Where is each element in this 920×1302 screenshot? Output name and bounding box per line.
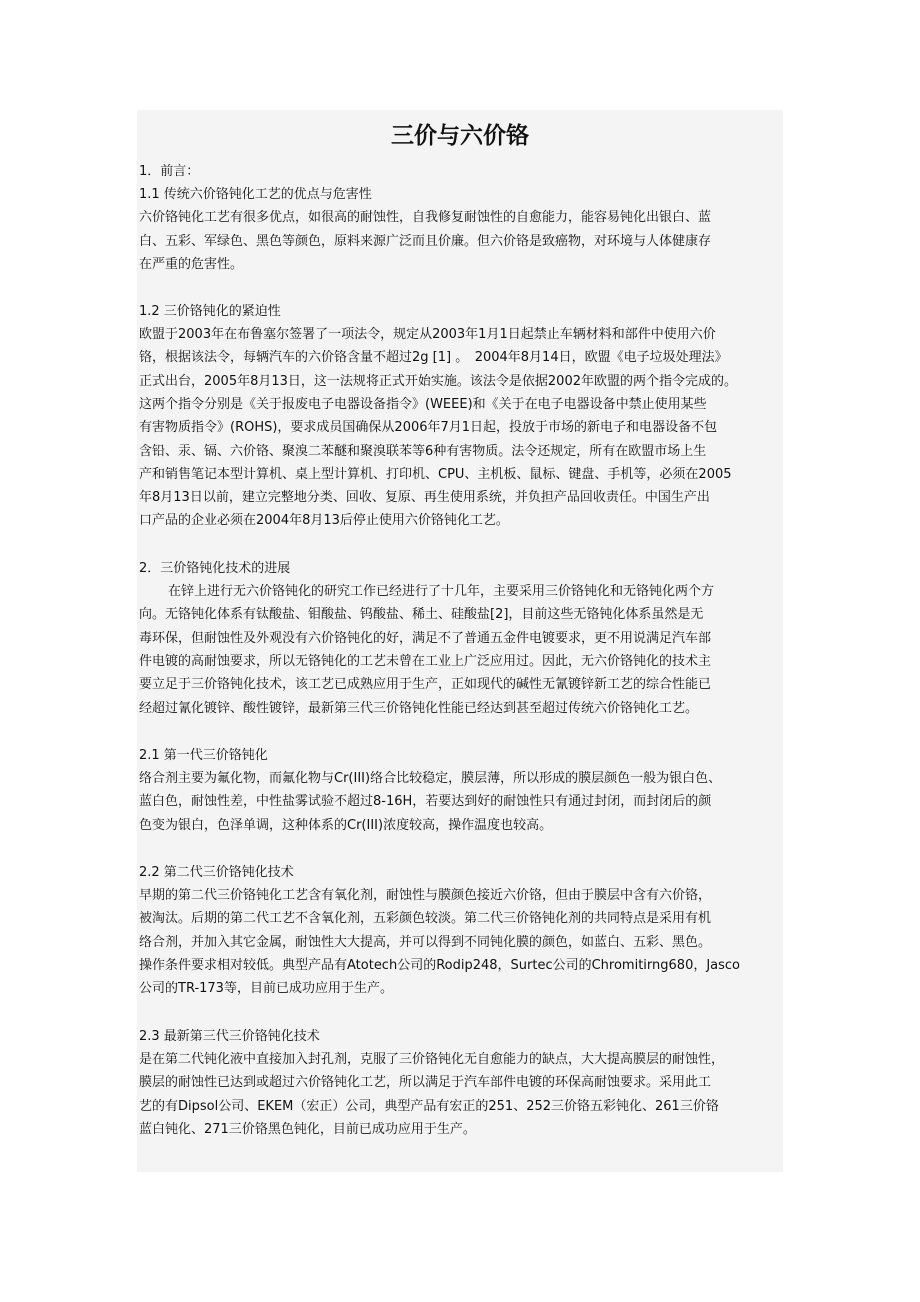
paragraph-line: 被淘汰。后期的第二代工艺不含氧化剂，五彩颜色较淡。第二代三价铬钝化剂的共同特点是采用有机 — [139, 911, 712, 926]
paragraph-line: 在严重的危害性。 — [139, 257, 244, 272]
paragraph-line: 膜层的耐蚀性已达到或超过六价铬钝化工艺，所以满足于汽车部件电镀的环保高耐蚀要求。采用此工 — [139, 1075, 712, 1090]
paragraph-line: 色变为银白，色泽单调，这种体系的Cr(III)浓度较高，操作温度也较高。 — [139, 818, 553, 833]
paragraph-line: 产和销售笔记本型计算机、桌上型计算机、打印机、CPU、主机板、鼠标、键盘、手机等，必须在2005 — [139, 467, 732, 482]
paragraph-line: 欧盟于2003年在布鲁塞尔签署了一项法令，规定从2003年1月1日起禁止车辆材料和部件中使用六价 — [139, 327, 716, 342]
paragraph-line: 有害物质指令》(ROHS)，要求成员国确保从2006年7月1日起，投放于市场的新电子和电器设备不包 — [139, 420, 718, 435]
paragraph-line: 毒环保，但耐蚀性及外观没有六价铬钝化的好，满足不了普通五金件电镀要求，更不用说满足汽车部 — [139, 631, 712, 646]
paragraph-line: 口产品的企业必须在2004年8月13后停止使用六价铬钝化工艺。 — [139, 513, 509, 528]
paragraph-line: 向。无铬钝化体系有钛酸盐、钼酸盐、钨酸盐、稀土、硅酸盐[2]，目前这些无铬钝化体系虽然是无 — [139, 607, 704, 622]
paragraph-line: 正式出台，2005年8月13日，这一法规将正式开始实施。该法令是依据2002年欧盟的两个指令完成的。 — [139, 374, 737, 389]
paragraph-line: 是在第二代钝化液中直接加入封孔剂，克服了三价铬钝化无自愈能力的缺点，大大提高膜层的耐蚀性， — [139, 1052, 725, 1067]
paragraph-line: 年8月13日以前，建立完整地分类、回收、复原、再生使用系统，并负担产品回收责任。中国生产出 — [139, 490, 710, 505]
paragraph-line: 含铅、汞、镉、六价铬、聚溴二苯醚和聚溴联苯等6种有害物质。法令还规定，所有在欧盟市场上生 — [139, 444, 707, 459]
paragraph-line: 要立足于三价铬钝化技术，该工艺已成熟应用于生产，正如现代的碱性无氰镀锌新工艺的综合性能已 — [139, 677, 712, 692]
section-heading-2: 2．三价铬钝化技术的进展 — [139, 561, 291, 576]
subsection-heading-2-1: 2.1 第一代三价铬钝化 — [139, 748, 268, 763]
paragraph-line: 铬，根据该法令，每辆汽车的六价铬含量不超过2g [1] 。 2004年8月14日，欧盟《电子垃圾处理法》 — [139, 350, 728, 365]
subsection-heading-1-2: 1.2 三价铬钝化的紧迫性 — [139, 304, 281, 319]
subsection-heading-2-3: 2.3 最新第三代三价铬钝化技术 — [139, 1029, 320, 1044]
paragraph-line: 蓝白色，耐蚀性差，中性盐雾试验不超过8-16H，若要达到好的耐蚀性只有通过封闭，而封闭后的颜 — [139, 794, 712, 809]
subsection-heading-2-2: 2.2 第二代三价铬钝化技术 — [139, 865, 294, 880]
paragraph-line: 在锌上进行无六价铬钝化的研究工作已经进行了十几年，主要采用三价铬钝化和无铬钝化两个方 — [168, 584, 715, 599]
paragraph-line: 经超过氰化镀锌、酸性镀锌，最新第三代三价铬钝化性能已经达到甚至超过传统六价铬钝化工艺。 — [139, 701, 699, 716]
paragraph-line: 件电镀的高耐蚀要求，所以无铬钝化的工艺未曾在工业上广泛应用过。因此，无六价铬钝化的技术主 — [139, 654, 712, 669]
paragraph-line: 络合剂，并加入其它金属，耐蚀性大大提高，并可以得到不同钝化膜的颜色，如蓝白、五彩、黑色。 — [139, 935, 712, 950]
paragraph-line: 络合剂主要为氟化物，而氟化物与Cr(III)络合比较稳定，膜层薄，所以形成的膜层颜色一般为银白色、 — [139, 771, 722, 786]
paragraph-line: 白、五彩、军绿色、黑色等颜色，原料来源广泛而且价廉。但六价铬是致癌物，对环境与人体健康存 — [139, 234, 712, 249]
document-title: 三价与六价铬 — [391, 122, 529, 149]
paragraph-line: 这两个指令分别是《关于报废电子电器设备指令》(WEEE)和《关于在电子电器设备中禁止使用某些 — [139, 397, 707, 412]
paragraph-line: 艺的有Dipsol公司、EKEM（宏正）公司，典型产品有宏正的251、252三价铬五彩钝化、261三价铬 — [139, 1099, 719, 1114]
paragraph-line: 早期的第二代三价铬钝化工艺含有氧化剂，耐蚀性与膜颜色接近六价铬，但由于膜层中含有六价铬， — [139, 888, 712, 903]
paragraph-line: 六价铬钝化工艺有很多优点，如很高的耐蚀性，自我修复耐蚀性的自愈能力，能容易钝化出银白、蓝 — [139, 210, 712, 225]
paragraph-line: 操作条件要求相对较低。典型产品有Atotech公司的Rodip248，Surtec公司的Chromitirng680，Jasco — [139, 958, 741, 973]
subsection-heading-1-1: 1.1 传统六价铬钝化工艺的优点与危害性 — [139, 187, 372, 202]
section-heading-preface: 1．前言： — [139, 164, 200, 179]
paragraph-line: 蓝白钝化、271三价铬黑色钝化，目前已成功应用于生产。 — [139, 1122, 476, 1137]
paragraph-line: 公司的TR-173等，目前已成功应用于生产。 — [139, 981, 393, 996]
